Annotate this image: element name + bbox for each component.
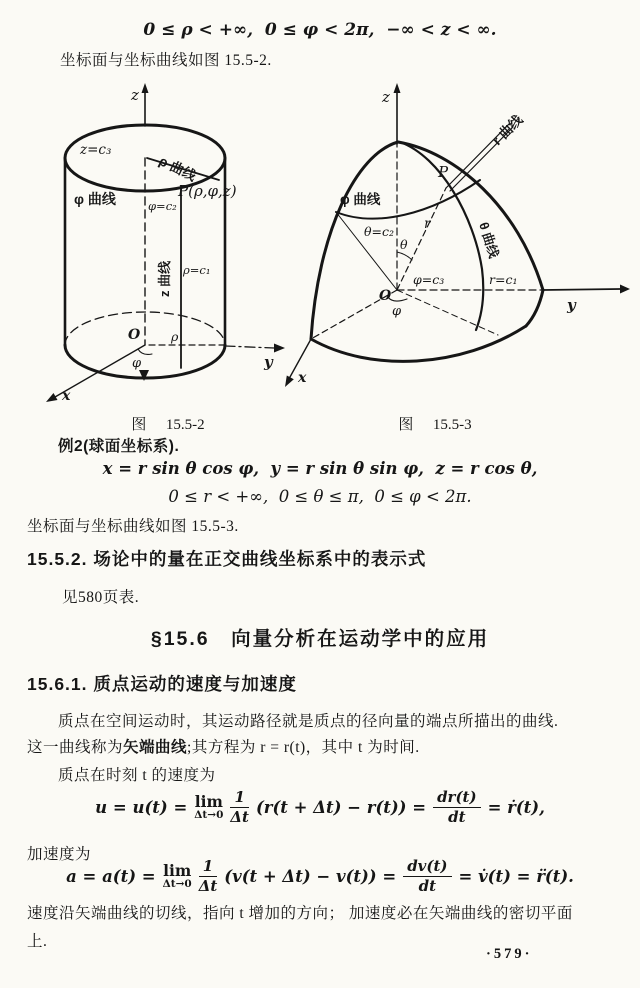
sph-rc1-label: r=c₁ xyxy=(489,272,518,287)
heading-1552: 15.5.2. 场论中的量在正交曲线坐标系中的表示式 xyxy=(27,549,427,569)
see-page-580: 见580页表. xyxy=(62,589,140,606)
cylinder-z-axis xyxy=(130,83,149,126)
p1-line2-term: 矢端曲线 xyxy=(123,739,188,756)
acc-frac1-num: 1 xyxy=(199,858,217,877)
cyl-z-curve-label: z 曲线 xyxy=(157,260,172,297)
arrowhead-icon xyxy=(285,376,294,388)
vel-frac2-den: dt xyxy=(448,807,466,826)
acc-frac1-den: Δt xyxy=(198,876,218,895)
sph-phi-curve-label: φ 曲线 xyxy=(340,192,381,207)
paragraph2: 质点在时刻 t 的速度为 xyxy=(58,767,216,784)
vel-frac1-num: 1 xyxy=(230,789,248,808)
cylinder-x-axis xyxy=(46,345,145,404)
example2-formula-xyz: x = r sin θ cos φ, y = r sin θ sin φ, z = r cos θ, xyxy=(102,459,538,478)
heading-1561: 15.6.1. 质点运动的速度与加速度 xyxy=(27,674,297,694)
cyl-phi-label: φ xyxy=(132,356,142,371)
intro-note: 坐标面与坐标曲线如图 15.5-2. xyxy=(60,52,272,69)
paragraph3-line2: 上. xyxy=(27,933,48,950)
figure-spherical-coordinates xyxy=(276,82,640,412)
sph-y-axis-label: y xyxy=(567,296,576,314)
example2-formula-range: 0 ≤ r < +∞, 0 ≤ θ ≤ π, 0 ≤ φ < 2π. xyxy=(168,487,472,506)
p1-line2-post: ;其方程为 r = r(t)，其中 t 为时间. xyxy=(187,739,420,756)
example2-title: 例2(球面坐标系). xyxy=(58,438,180,455)
paragraph3-line1: 速度沿矢端曲线的切线，指向 t 增加的方向； 加速度必在矢端曲线的密切平面 xyxy=(27,905,573,922)
caption-figure-1553: 图 15.5-3 xyxy=(398,417,472,433)
sph-point-p-label: P xyxy=(438,163,449,181)
vel-frac-1-over-dt xyxy=(230,789,249,825)
cylindrical-range-formula: 0 ≤ ρ < +∞, 0 ≤ φ < 2π, −∞ < z < ∞. xyxy=(143,20,497,40)
acc-lhs: a = a(t) = xyxy=(66,866,156,886)
paragraph1-line1: 质点在空间运动时，其运动路径就是质点的径向量的端点所描出的曲线. xyxy=(58,713,559,730)
cyl-zc3-label: z=c₃ xyxy=(80,142,112,158)
sph-r-curve-label: r 曲线 xyxy=(489,112,526,149)
figure-cylindrical-coordinates xyxy=(28,82,290,412)
cyl-rho-label: ρ xyxy=(171,329,179,344)
cyl-rhoc1-label: ρ=c₁ xyxy=(183,263,211,277)
vel-lhs: u = u(t) = xyxy=(95,797,188,817)
vel-rhs: = ṙ(t), xyxy=(487,797,545,817)
acc-frac-1-over-dt xyxy=(199,858,218,894)
sphere-z-axis xyxy=(381,83,401,290)
example2-note: 坐标面与坐标曲线如图 15.5-3. xyxy=(27,518,239,535)
sph-phic3-label: φ=c₃ xyxy=(413,272,445,287)
arrowhead-icon xyxy=(620,285,630,294)
cyl-z-axis-label: z xyxy=(131,86,139,104)
sphere-construction-lines xyxy=(388,252,542,335)
vel-mid: (r(t + Δt) − r(t)) = xyxy=(255,797,427,817)
arrowhead-icon xyxy=(142,83,149,93)
p1-line2-pre: 这一曲线称为 xyxy=(27,739,124,756)
acc-frac2-den: dt xyxy=(418,876,437,895)
cyl-phi-curve-label: φ 曲线 xyxy=(74,191,116,207)
cyl-point-p-label: P(ρ,φ,z) xyxy=(178,182,237,200)
sph-theta-curve-label: θ 曲线 xyxy=(476,220,502,260)
vel-frac2-num: dr(t) xyxy=(433,789,481,808)
sph-x-axis-label: x xyxy=(298,370,307,386)
page-number: ·579· xyxy=(486,946,533,962)
sph-origin-label: O xyxy=(379,288,392,304)
acc-frac-dvdt xyxy=(403,858,451,894)
acc-frac2-num: dv(t) xyxy=(403,858,451,877)
caption-figure-1552: 图 15.5-2 xyxy=(131,417,205,433)
sphere-outline xyxy=(311,142,543,361)
acceleration-formula xyxy=(0,858,640,894)
acc-limit xyxy=(162,860,192,890)
acc-lim-word: lim xyxy=(163,860,192,880)
paragraph1-line2 xyxy=(27,735,420,757)
vel-lim-sub: Δt→0 xyxy=(194,809,224,821)
vel-limit xyxy=(194,791,224,821)
cyl-x-axis-label: x xyxy=(62,388,71,404)
cyl-origin-label: O xyxy=(128,327,141,343)
sph-thetac2-label: θ=c₂ xyxy=(364,224,395,239)
cyl-phic2-label: φ=c₂ xyxy=(148,199,177,213)
vel-frac-drdt xyxy=(433,789,481,825)
cyl-rho-curve-label: ρ 曲线 xyxy=(156,153,199,184)
sph-theta-label: θ xyxy=(400,237,408,252)
vel-frac1-den: Δt xyxy=(230,807,249,826)
arrowhead-icon xyxy=(394,83,401,93)
acc-mid: (v(t + Δt) − v(t)) = xyxy=(224,866,397,886)
vel-lim-word: lim xyxy=(194,791,223,811)
acc-rhs: = v̇(t) = r̈(t). xyxy=(458,866,574,886)
arrowhead-icon xyxy=(46,393,58,402)
sph-z-axis-label: z xyxy=(382,88,390,106)
sphere-x-axis xyxy=(285,290,397,387)
velocity-formula xyxy=(0,789,640,825)
acc-lim-sub: Δt→0 xyxy=(162,878,192,890)
acceleration-intro: 加速度为 xyxy=(27,846,92,863)
sph-phi-label: φ xyxy=(392,304,402,319)
sphere-y-axis xyxy=(543,285,630,315)
heading-156: §15.6 向量分析在运动学中的应用 xyxy=(150,628,490,650)
sph-r-label: r xyxy=(424,216,431,232)
cyl-y-axis-label: y xyxy=(264,353,273,371)
